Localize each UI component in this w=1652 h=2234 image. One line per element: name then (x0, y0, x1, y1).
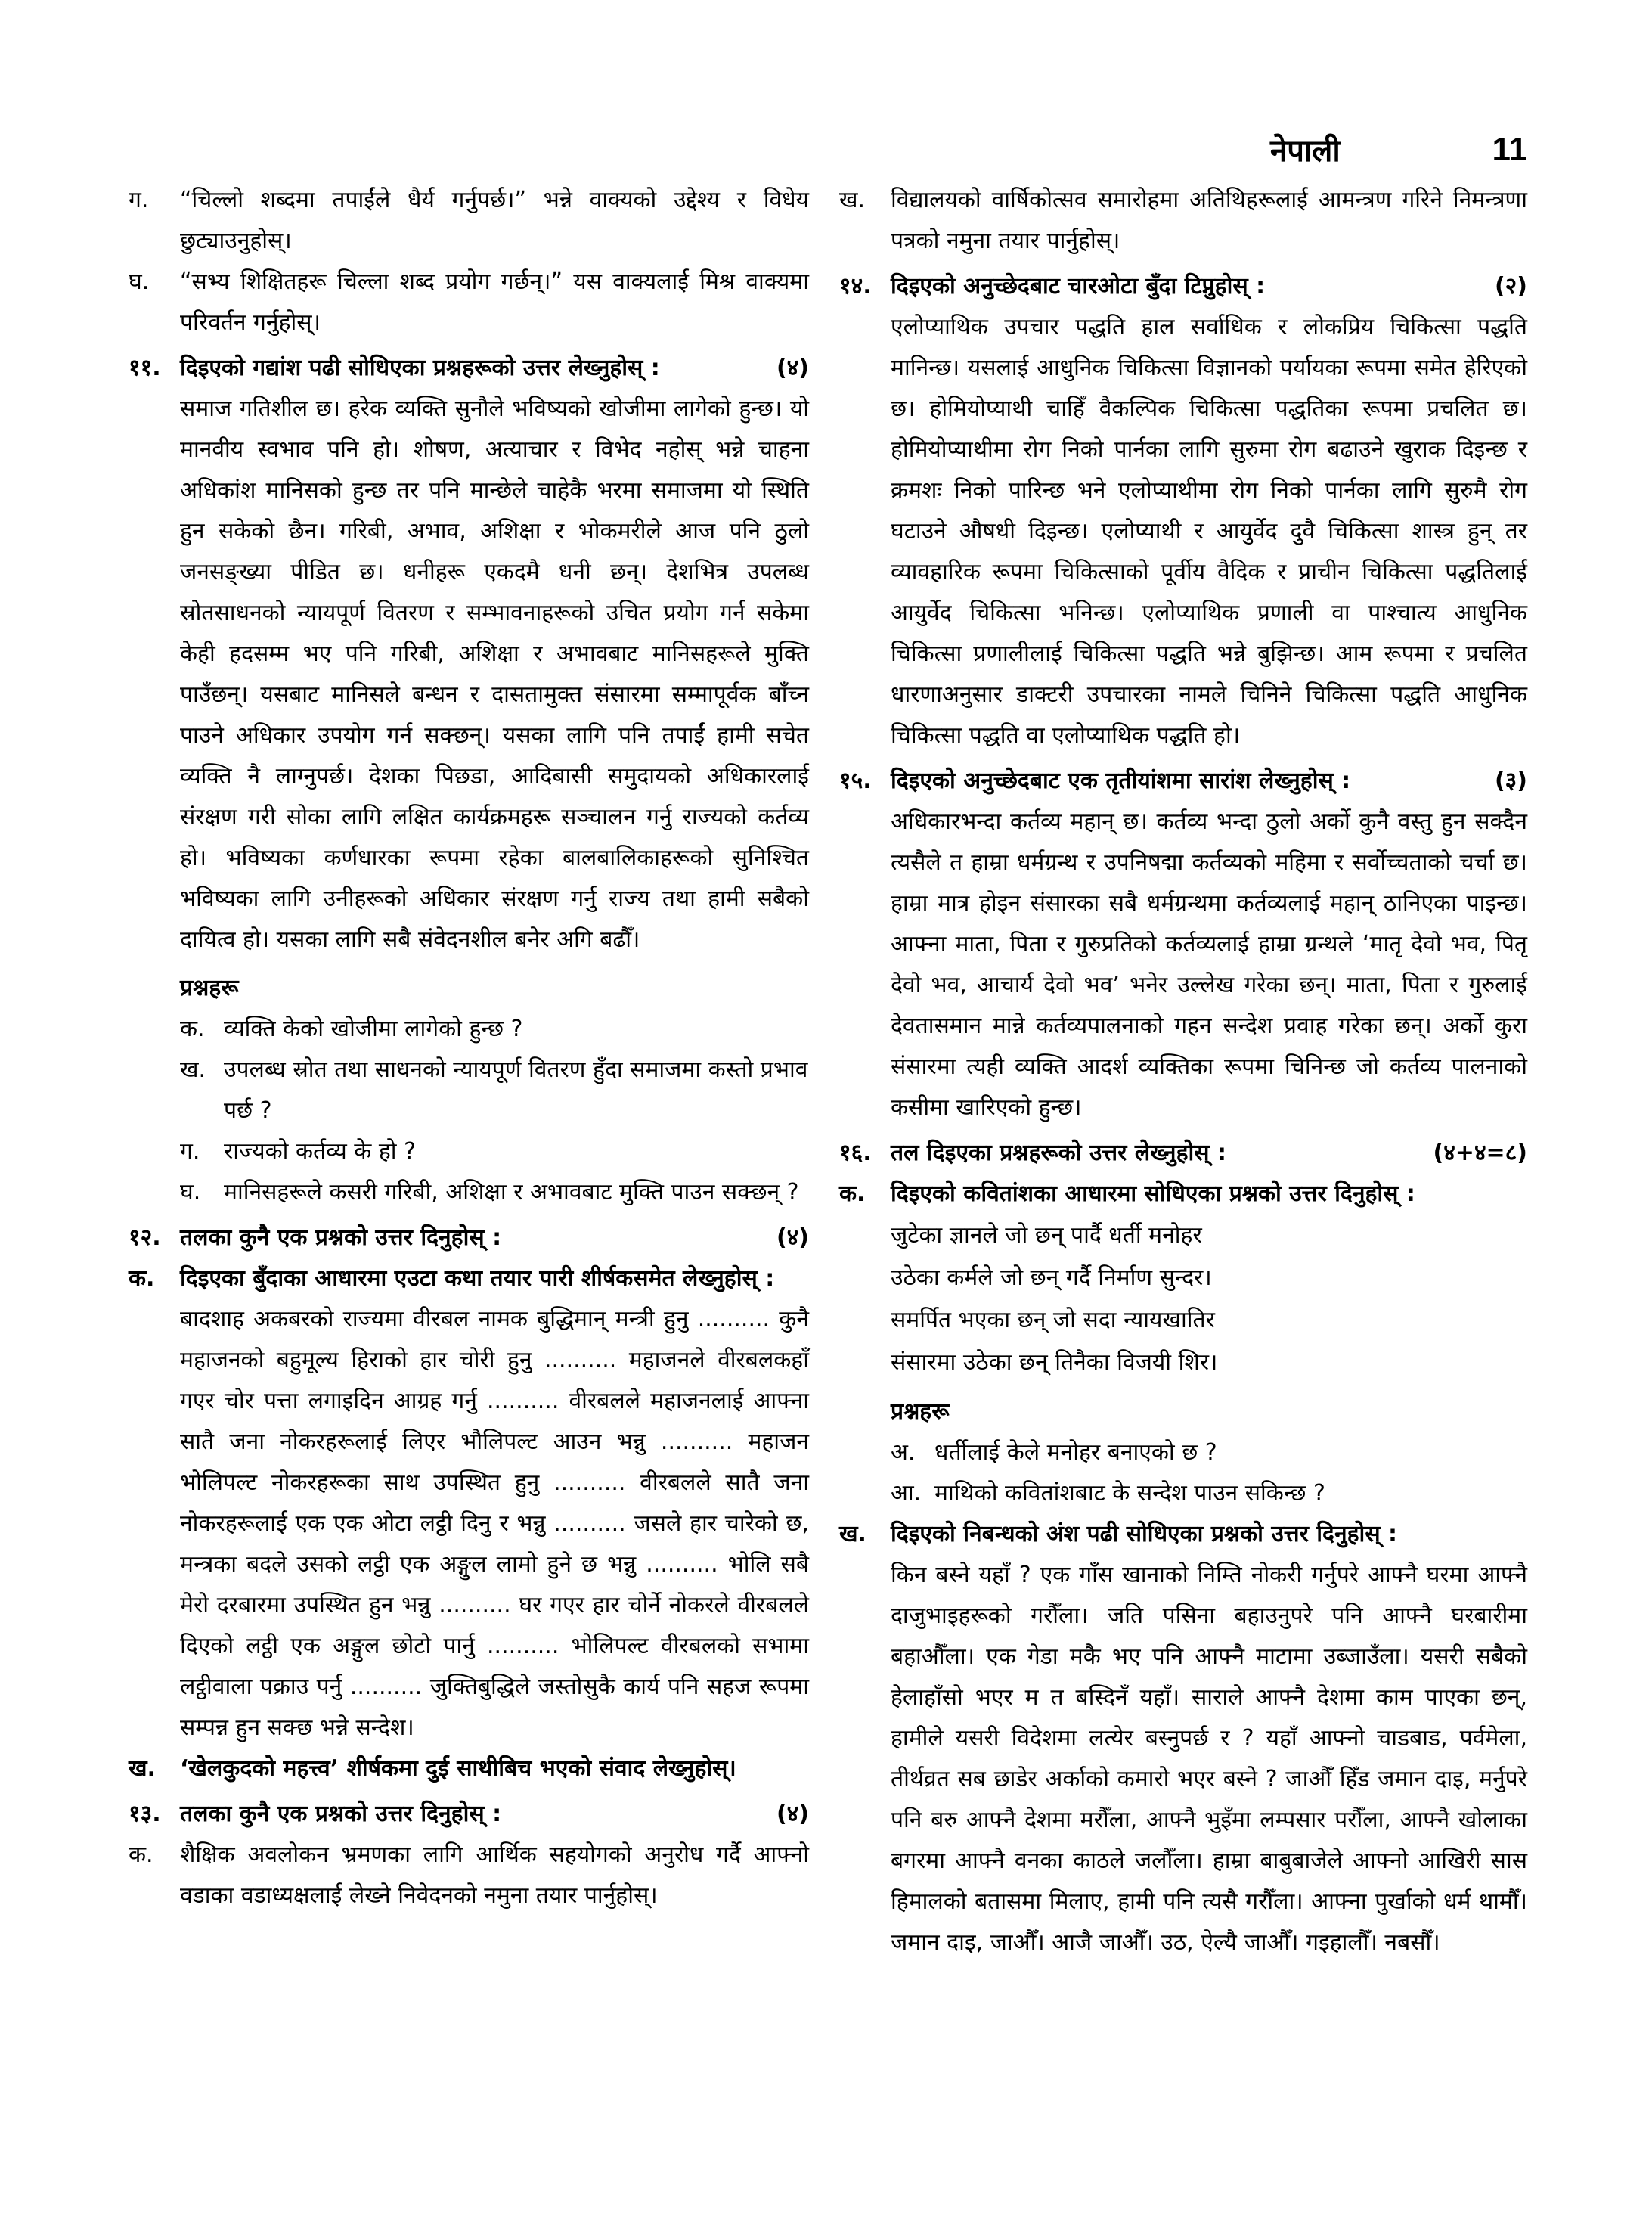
q13-b (839, 180, 1527, 262)
sub-label: क. (839, 1181, 866, 1207)
poem-line: संसारमा उठेका छन् तिनैका विजयी शिर। (891, 1349, 1218, 1376)
sub-label: क. (129, 1265, 155, 1292)
page-number: 11 (1492, 130, 1527, 168)
left-column (129, 180, 809, 1916)
sub-text: दिइएको कवितांशका आधारमा सोधिएका प्रश्नको उत्तर दिनुहोस् : (891, 1181, 1415, 1207)
q12-b-title (129, 1748, 809, 1789)
question-marks: (४) (776, 1801, 809, 1827)
question-15-heading (839, 761, 1527, 802)
question-number: १६. (839, 1140, 872, 1166)
question-number: १३. (129, 1801, 161, 1827)
sub-text: दिइएका बुँदाका आधारमा एउटा कथा तयार पारी शीर्षकसमेत लेख्नुहोस् : (180, 1265, 775, 1292)
q11-question (129, 1131, 809, 1172)
question-14-heading (839, 266, 1527, 307)
item-text: माथिको कवितांशबाट के सन्देश पाउन सकिन्छ ? (934, 1480, 1325, 1506)
sub-label: ग. (129, 187, 149, 213)
q15-passage: अधिकारभन्दा कर्तव्य महान् छ। कर्तव्य भन्दा ठुलो अर्को कुनै वस्तु हुन सक्दैन त्यसैले त हाम्रा धर्मग्रन्थ र उपनिषद्मा कर्तव्यको महिमा र सर्वोच्चताको चर्चा छ। हाम्रा मात्र होइन संसारका सबै धर्मग्रन्थमा कर्तव्यलाई महान् ठानिएका पाइन्छ। आफ्ना माता, पिता र गुरुप्रतिको कर्तव्यलाई हाम्रा ग्रन्थले ‘मातृ देवो भव, पितृ देवो भव, आचार्य देवो भव’ भनेर उल्लेख गरेका छन्। माता, पिता र गुरुलाई देवतासमान मान्ने कर्तव्यपालनाको गहन सन्देश प्रवाह गरेका छन्। अर्को कुरा संसारमा त्यही व्यक्ति आदर्श व्यक्तिका रूपमा चिनिन्छ जो कर्तव्य पालनाको कसीमा खारिएको हुन्छ। (891, 808, 1527, 1121)
sub-text: शैक्षिक अवलोकन भ्रमणका लागि आर्थिक सहयोगको अनुरोध गर्दै आफ्नो वडाका वडाध्यक्षलाई लेख्ने निवेदनको नमुना तयार पार्नुहोस्। (180, 1841, 809, 1909)
item-label: अ. (891, 1439, 916, 1466)
question-marks: (४) (776, 355, 809, 381)
item-label: क. (180, 1016, 205, 1042)
item-text: मानिसहरूले कसरी गरिबी, अशिक्षा र अभावबाट मुक्ति पाउन सक्छन् ? (224, 1179, 799, 1205)
sub-text: “चिल्लो शब्दमा तपाईंले धैर्य गर्नुपर्छ।” भन्ने वाक्यको उद्देश्य र विधेय छुट्याउनुहोस्। (180, 187, 809, 254)
q14-passage: एलोप्याथिक उपचार पद्धति हाल सर्वाधिक र लोकप्रिय चिकित्सा पद्धति मानिन्छ। यसलाई आधुनिक चिकित्सा विज्ञानको पर्यायका रूपमा समेत हेरिएको छ। होमियोप्याथी चाहिँ वैकल्पिक चिकित्सा पद्धतिका रूपमा प्रचलित छ। होमियोप्याथीमा रोग निको पार्नका लागि सुरुमा रोग बढाउने खुराक दिइन्छ र क्रमशः निको पारिन्छ भने एलोप्याथीमा रोग निको पार्नका लागि सुरुमै रोग घटाउने औषधी दिइन्छ। एलोप्याथी र आयुर्वेद दुवै चिकित्सा शास्त्र हुन् तर व्यावहारिक रूपमा चिकित्साको पूर्वीय वैदिक र प्राचीन चिकित्सा पद्धतिलाई आयुर्वेद चिकित्सा भनिन्छ। एलोप्याथिक प्रणाली वा पाश्चात्य आधुनिक चिकित्सा प्रणालीलाई चिकित्सा पद्धति भन्ने बुझिन्छ। आम रूपमा र प्रचलित धारणाअनुसार डाक्टरी उपचारका नामले चिनिने चिकित्सा पद्धति आधुनिक चिकित्सा पद्धति वा एलोप्याथिक पद्धति हो। (891, 314, 1527, 749)
subject-title: नेपाली (1270, 134, 1341, 169)
item-label: ग. (180, 1138, 200, 1165)
item-label: घ. (180, 1179, 201, 1205)
question-number: १२. (129, 1224, 161, 1251)
question-number: १५. (839, 768, 872, 794)
poem-line: उठेका कर्मले जो छन् गर्दै निर्माण सुन्दर। (891, 1264, 1212, 1291)
sub-label: ख. (839, 187, 866, 213)
q12-a-story-points: बादशाह अकबरको राज्यमा वीरबल नामक बुद्धिमान् मन्त्री हुनु .......... कुनै महाजनको बहुमूल्य हिराको हार चोरी हुनु .......... महाजनले वीरबलकहाँ गएर चोर पत्ता लगाइदिन आग्रह गर्नु .......... वीरबलले महाजनलाई आफ्ना सातै जना नोकरहरूलाई लिएर भौलिपल्ट आउन भन्नु .......... महाजन भोलिपल्ट नोकरहरूका साथ उपस्थित हुनु .......... वीरबलले सातै जना नोकरहरूलाई एक एक ओटा लट्ठी दिनु र भन्नु .......... जसले हार चारेको छ, मन्त्रका बदले उसको लट्ठी एक अङ्गुल लामो हुने छ भन्नु .......... भोलि सबै मेरो दरबारमा उपस्थित हुन भन्नु .......... घर गएर हार चोर्ने नोकरले वीरबलले दिएको लट्ठी एक अङ्गुल छोटो पार्नु .......... भोलिपल्ट वीरबलको सभामा लट्ठीवाला पक्राउ पर्नु .......... जुक्तिबुद्धिले जस्तोसुकै कार्य पनि सहज रूपमा सम्पन्न हुन सक्छ भन्ने सन्देश। (180, 1306, 809, 1741)
sub-text: विद्यालयको वार्षिकोत्सव समारोहमा अतिथिहरूलाई आमन्त्रण गरिने निमन्त्रणा पत्रको नमुना तयार पार्नुहोस्। (891, 187, 1527, 254)
question-16-heading (839, 1133, 1527, 1174)
sub-text: “सभ्य शिक्षितहरू चिल्ला शब्द प्रयोग गर्छन्।” यस वाक्यलाई मिश्र वाक्यमा परिवर्तन गर्नुहोस्। (180, 268, 809, 336)
question-title: दिइएको अनुच्छेदबाट चारओटा बुँदा टिप्नुहोस् : (891, 273, 1266, 299)
q16-question (839, 1432, 1527, 1473)
sub-label: ख. (129, 1755, 156, 1782)
question-marks: (४+४=८) (1433, 1140, 1527, 1166)
item-label: आ. (891, 1480, 922, 1506)
item-text: राज्यको कर्तव्य के हो ? (224, 1138, 417, 1165)
item-text: धर्तीलाई केले मनोहर बनाएको छ ? (934, 1439, 1217, 1466)
question-number: ११. (129, 355, 161, 381)
q11-questions-heading: प्रश्नहरू (180, 975, 239, 1001)
question-marks: (२) (1494, 273, 1527, 299)
q16-poem (839, 1215, 1527, 1384)
sub-label: ख. (839, 1521, 866, 1547)
question-title: तल दिइएका प्रश्नहरूको उत्तर लेख्नुहोस् : (891, 1140, 1226, 1166)
item-label: ख. (180, 1056, 206, 1083)
question-13-heading (129, 1794, 809, 1835)
q11-question (129, 1009, 809, 1050)
sub-text: दिइएको निबन्धको अंश पढी सोधिएका प्रश्नको उत्तर दिनुहोस् : (891, 1521, 1398, 1547)
q16-question (839, 1473, 1527, 1514)
question-12-heading (129, 1218, 809, 1258)
q16-a-title (839, 1174, 1527, 1215)
question-11-heading (129, 348, 809, 389)
q13-a (129, 1835, 809, 1916)
sub-text: ‘खेलकुदको महत्त्व’ शीर्षकमा दुई साथीबिच भएको संवाद लेख्नुहोस्। (180, 1755, 736, 1782)
question-number: १४. (839, 273, 872, 299)
item-text: व्यक्ति केको खोजीमा लागेको हुन्छ ? (224, 1016, 523, 1042)
item-text: उपलब्ध स्रोत तथा साधनको न्यायपूर्ण वितरण हुँदा समाजमा कस्तो प्रभाव पर्छ ? (224, 1056, 808, 1124)
q10-sub-ga (129, 180, 809, 262)
question-title: तलका कुनै एक प्रश्नको उत्तर दिनुहोस् : (180, 1801, 502, 1827)
question-title: तलका कुनै एक प्रश्नको उत्तर दिनुहोस् : (180, 1224, 502, 1251)
poem-line: जुटेका ज्ञानले जो छन् पार्दै धर्ती मनोहर (891, 1222, 1202, 1249)
sub-label: क. (129, 1841, 153, 1868)
question-marks: (३) (1494, 768, 1527, 794)
question-title: दिइएको गद्यांश पढी सोधिएका प्रश्नहरूको उत्तर लेख्नुहोस् : (180, 355, 660, 381)
poem-line: समर्पित भएका छन् जो सदा न्यायखातिर (891, 1307, 1215, 1333)
question-marks: (४) (776, 1224, 809, 1251)
q11-question (129, 1172, 809, 1213)
page-header (1270, 129, 1527, 170)
q16-questions-heading: प्रश्नहरू (891, 1398, 950, 1425)
q16-b-title (839, 1514, 1527, 1555)
q12-a-title (129, 1258, 809, 1299)
sub-label: घ. (129, 268, 150, 295)
q10-sub-gha (129, 262, 809, 343)
q11-question (129, 1050, 809, 1131)
q16-b-passage: किन बस्ने यहाँ ? एक गाँस खानाको निम्ति नोकरी गर्नुपरे आफ्नै घरमा आफ्नै दाजुभाइहरूको गरौँला। जति पसिना बहाउनुपरे पनि आफ्नै घरबारीमा बहाऔँला। एक गेडा मकै भए पनि आफ्नै माटामा उब्जाउँला। यसरी सबैको हेलाहाँसो भएर म त बस्दिनँ यहाँ। साराले आफ्नै देशमा काम पाएका छन्, हामीले यसरी विदेशमा लत्येर बस्नुपर्छ र ? यहाँ आफ्नो चाडबाड, पर्वमेला, तीर्थव्रत सब छाडेर अर्काको कमारो भएर बस्ने ? जाऔँ हिँड जमान दाइ, मर्नुपरे पनि बरु आफ्नै देशमा मरौँला, आफ्नै भुइँमा लम्पसार परौँला, आफ्नै खोलाका बगरमा आफ्नै वनका काठले जलौँला। हाम्रा बाबुबाजेले आफ्नो आखिरी सास हिमालको बतासमा मिलाए, हामी पनि त्यसै गरौँला। आफ्ना पुर्खाको धर्म थामौँ। जमान दाइ, जाऔँ। आजै जाऔँ। उठ, ऐल्यै जाऔँ। गइहालौँ। नबसौँ। (891, 1562, 1527, 1956)
question-title: दिइएको अनुच्छेदबाट एक तृतीयांशमा सारांश लेख्नुहोस् : (891, 768, 1351, 794)
right-column (839, 180, 1527, 1963)
q11-passage: समाज गतिशील छ। हरेक व्यक्ति सुनौले भविष्यको खोजीमा लागेको हुन्छ। यो मानवीय स्वभाव पनि हो। शोषण, अत्याचार र विभेद नहोस् भन्ने चाहना अधिकांश मानिसको हुन्छ तर पनि मान्छेले चाहेकै भरमा समाजमा यो स्थिति हुन सकेको छैन। गरिबी, अभाव, अशिक्षा र भोकमरीले आज पनि ठुलो जनसङ्ख्या पीडित छ। धनीहरू एकदमै धनी छन्। देशभित्र उपलब्ध स्रोतसाधनको न्यायपूर्ण वितरण र सम्भावनाहरूको उचित प्रयोग गर्न सकेमा केही हदसम्म भए पनि गरिबी, अशिक्षा र अभावबाट मानिसहरूले मुक्ति पाउँछन्। यसबाट मानिसले बन्धन र दासतामुक्त संसारमा सम्मापूर्वक बाँच्न पाउने अधिकार उपयोग गर्न सक्छन्। यसका लागि पनि तपाईं हामी सचेत व्यक्ति नै लाग्नुपर्छ। देशका पिछडा, आदिबासी समुदायको अधिकारलाई संरक्षण गरी सोका लागि लक्षित कार्यक्रमहरू सञ्चालन गर्नु राज्यको कर्तव्य हो। भविष्यका कर्णधारका रूपमा रहेका बालबालिकाहरूको सुनिश्चित भविष्यका लागि उनीहरूको अधिकार संरक्षण गर्नु राज्य तथा हामी सबैको दायित्व हो। यसका लागि सबै संवेदनशील बनेर अगि बढौँ। (180, 396, 809, 953)
